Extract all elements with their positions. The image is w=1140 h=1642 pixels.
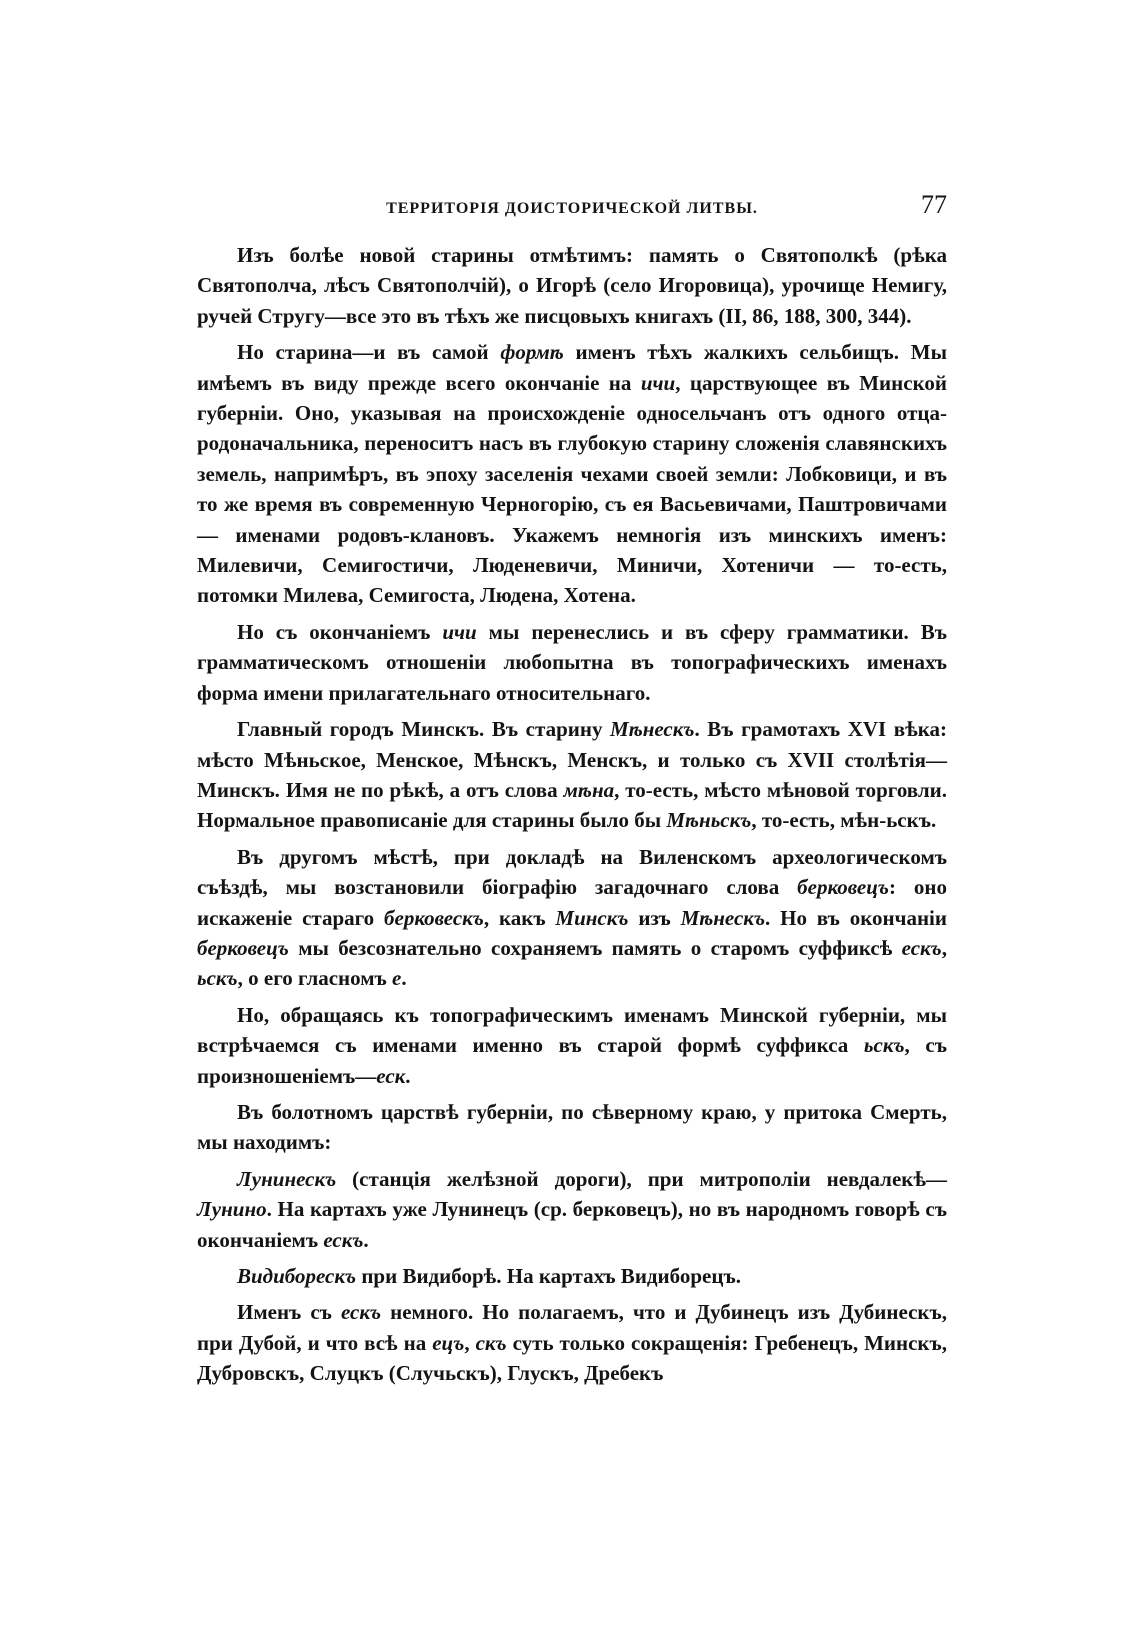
italic-term: ескъ — [323, 1227, 364, 1252]
paragraph — [197, 1000, 947, 1091]
text-run: Именъ съ — [237, 1300, 341, 1325]
paragraph — [197, 714, 947, 836]
italic-term: Лунино — [197, 1197, 267, 1222]
italic-term: ичи — [442, 619, 477, 644]
text-run: (станція желѣзной дороги), при митрополіи невдалекѣ— — [336, 1166, 947, 1191]
paragraph — [197, 1261, 947, 1291]
italic-term: берковецъ — [797, 875, 889, 900]
text-run: , то-есть, мѣсто мѣновой торговли. Нормальное правописаніе для старины было бы — [197, 777, 947, 833]
text-run: . На картахъ уже Лунинецъ (ср. берковецъ), но въ народномъ говорѣ съ окончаніемъ — [197, 1197, 947, 1252]
italic-term: Минскъ — [555, 905, 629, 930]
text-run: Главный городъ Минскъ. Въ старину — [237, 717, 611, 742]
text-run: . — [405, 1063, 411, 1088]
italic-term: формѣ — [500, 340, 564, 365]
text-run: . — [401, 966, 407, 991]
paragraph — [197, 240, 947, 331]
text-run: Изъ болѣе новой старины отмѣтимъ: память о Святополкѣ (рѣка Святополча, лѣсъ Святополчій), о Игорѣ (село Игоровица), урочище Немигу, ручей Стругу—все это въ тѣхъ же писцовыхъ книгахъ (II, 86, 188, 300, 344). — [197, 243, 947, 328]
text-run: суть только сокращенія: Гребенецъ, Минскъ, Дубровскъ, Слуцкъ (Случьскъ), Глускъ, Дребекъ — [197, 1330, 947, 1386]
text-run: . Но въ окончаніи — [765, 905, 947, 930]
italic-term: мѣна — [563, 777, 615, 802]
text-run: . Въ грамотахъ XVI вѣка: мѣсто Мѣньское, Менское, Мѣнскъ, Менскъ, и только съ XVII столѣтія—Минскъ. Имя не по рѣкѣ, а отъ слова — [197, 717, 948, 802]
body-text — [197, 240, 947, 1395]
italic-term: ьскъ — [863, 1033, 905, 1058]
text-run: изъ — [628, 905, 681, 930]
text-run: Въ болотномъ царствѣ губерніи, по сѣверному краю, у притока Смерть, мы находимъ: — [197, 1099, 947, 1155]
text-run: , — [464, 1330, 476, 1355]
italic-term: Мѣнескъ — [610, 717, 695, 742]
paragraph — [197, 1297, 947, 1388]
text-run: Но, обращаясь къ топографическимъ именамъ Минской губерніи, мы встрѣчаемся съ именами именно въ старой формѣ суффикса — [197, 1002, 947, 1058]
text-run: . — [363, 1227, 369, 1252]
text-run: Въ другомъ мѣстѣ, при докладѣ на Виленскомъ археологическомъ съѣздѣ, мы возстановили біографію загадочнаго слова — [197, 844, 947, 900]
italic-term: ескъ — [340, 1300, 382, 1325]
paragraph — [197, 617, 947, 708]
page-number: 77 — [921, 190, 947, 219]
text-run: , то-есть, мѣн-ьскъ. — [751, 808, 937, 833]
text-run: Но старина—и въ самой — [237, 340, 501, 365]
paragraph — [197, 337, 947, 611]
text-run: мы безсознательно сохраняемъ память о старомъ суффиксѣ — [288, 935, 902, 960]
italic-term: скъ — [475, 1330, 507, 1355]
italic-term: ьскъ — [197, 966, 238, 991]
italic-term: берковецъ — [197, 935, 289, 960]
text-run: немного. Но полагаемъ, что и Дубинецъ изъ Дубинескъ, при Дубой, и что всѣ на — [197, 1300, 947, 1355]
paragraph — [197, 1164, 947, 1255]
italic-term: берковескъ — [384, 905, 484, 930]
italic-term: ецъ — [432, 1330, 465, 1355]
text-run: , какъ — [483, 905, 556, 930]
italic-term: е — [392, 966, 402, 991]
italic-term: еск — [376, 1063, 406, 1088]
running-title: ТЕРРИТОРІЯ ДОИСТОРИЧЕСКОЙ ЛИТВЫ. — [386, 200, 758, 217]
text-run: при Видиборѣ. На картахъ Видиборецъ. — [356, 1264, 741, 1288]
italic-term: ичи — [640, 370, 676, 395]
paragraph — [197, 1097, 947, 1158]
italic-term: ескъ — [901, 935, 942, 960]
italic-term: Мѣньскъ — [666, 808, 752, 833]
text-run: мы перенеслись и въ сферу грамматики. Въ грамматическомъ отношеніи любопытна въ топографическихъ именахъ форма имени прилагательнаго относительнаго. — [197, 619, 948, 705]
paragraph — [197, 842, 947, 994]
text-run: , о его гласномъ — [237, 966, 393, 991]
italic-term: Видиборескъ — [237, 1264, 357, 1288]
text-run: Но съ окончаніемъ — [237, 619, 443, 644]
text-run: , царствующее въ Минской губерніи. Оно, указывая на происхожденіе односельчанъ отъ одного отца-родоначальника, переноситъ насъ въ глубокую старину сложенія славянскихъ земель, напримѣръ, въ эпоху заселенія чехами своей земли: Лобковици, и въ то же время въ современную Черногорію, съ ея Васьевичами, Паштровичами — именами родовъ-клановъ. Укажемъ немногія изъ минскихъ именъ: Милевичи, Семигостичи, Люденевичи, Миничи, Хотеничи — то-есть, потомки Милева, Семигоста, Людена, Хотена. — [197, 370, 948, 608]
text-run: , — [941, 935, 947, 960]
text-run: , съ произношеніемъ— — [197, 1033, 947, 1088]
italic-term: Мѣнескъ — [680, 905, 766, 930]
page-header — [197, 186, 947, 226]
text-run: именъ тѣхъ жалкихъ сельбищъ. Мы имѣемъ въ виду прежде всего окончаніе на — [197, 340, 947, 395]
italic-term: Лунинескъ — [237, 1166, 337, 1191]
text-run: : оно искаженіе стараго — [197, 875, 947, 930]
